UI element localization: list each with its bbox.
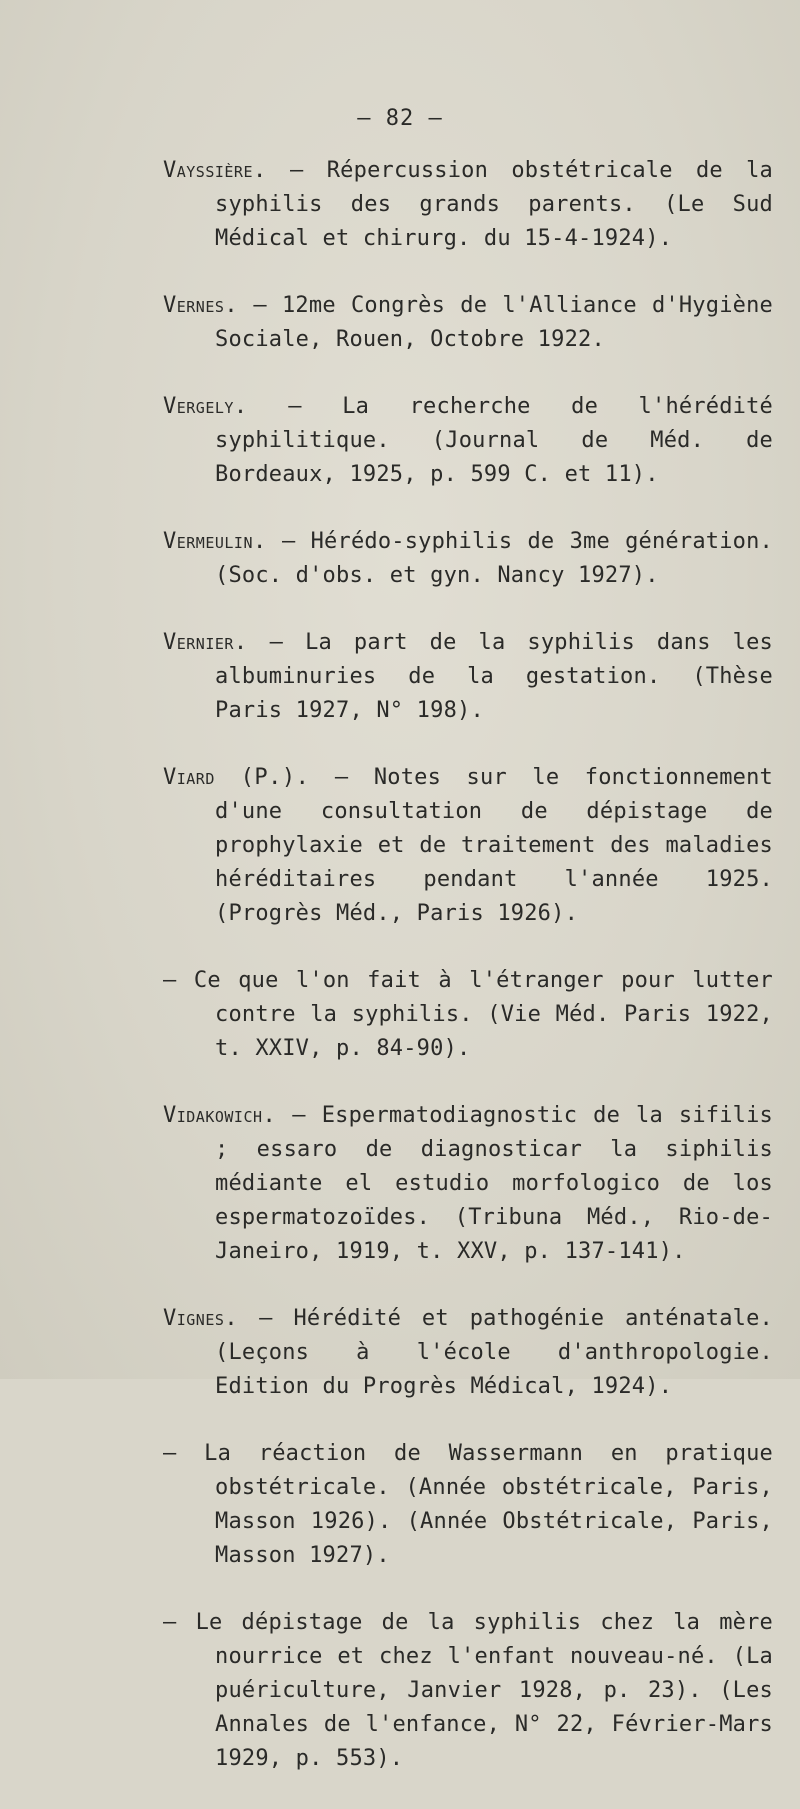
- entry-dash: —: [259, 1306, 273, 1331]
- entry-text: 12me Congrès de l'Alliance d'Hygiène Sociale, Rouen, Octobre 1922.: [215, 293, 773, 352]
- entry-dash: —: [334, 765, 349, 790]
- entry-author: Vergely.: [163, 394, 248, 419]
- entry-text: La réaction de Wassermann en pratique obstétricale. (Année obstétricale, Paris, Masson 1926). (Année Obstétricale, Paris, Masson 1927).: [204, 1441, 773, 1568]
- entry-text: Notes sur le fonctionnement d'une consultation de dépistage de prophylaxie et de traitement des maladies héréditaires pendant l'année 1925. (Progrès Méd., Paris 1926).: [215, 765, 773, 926]
- bibliography-entry: [163, 1437, 773, 1573]
- bibliography-entry: [163, 1302, 773, 1404]
- entry-text: La part de la syphilis dans les albuminuries de la gestation. (Thèse Paris 1927, N° 198).: [215, 630, 773, 723]
- bibliography-entry: [163, 964, 773, 1066]
- entry-author: Viard (P.).: [163, 765, 310, 790]
- entry-dash: —: [163, 968, 177, 993]
- bibliography-entry: [163, 626, 773, 728]
- entry-dash: —: [163, 1610, 177, 1635]
- entry-text: Le dépistage de la syphilis chez la mère nourrice et chez l'enfant nouveau-né. (La puériculture, Janvier 1928, p. 23). (Les Annales de l'enfance, N° 22, Février-Mars 1929, p. 553).: [195, 1610, 773, 1771]
- bibliography-entry: [163, 761, 773, 931]
- entry-text: Répercussion obstétricale de la syphilis des grands parents. (Le Sud Médical et chirurg. du 15-4-1924).: [215, 158, 773, 251]
- entry-dash: —: [292, 1103, 306, 1128]
- entry-text: Espermatodiagnostic de la sifilis ; essaro de diagnosticar la siphilis médiante el estudio morfologico de los espermatozoïdes. (Tribuna Méd., Rio-de-Janeiro, 1919, t. XXV, p. 137-141).: [215, 1103, 773, 1264]
- entry-dash: —: [290, 158, 304, 183]
- entry-dash: —: [253, 293, 267, 318]
- entry-text: La recherche de l'hérédité syphilitique. (Journal de Méd. de Bordeaux, 1925, p. 599 C. et 11).: [215, 394, 774, 487]
- bibliography-entry: [163, 1099, 773, 1269]
- bibliography-entry: [163, 390, 773, 492]
- bibliography-entry: [163, 525, 773, 593]
- page-number: — 82 —: [357, 106, 443, 131]
- entry-text: Ce que l'on fait à l'étranger pour lutter contre la syphilis. (Vie Méd. Paris 1922, t. XXIV, p. 84-90).: [193, 968, 774, 1061]
- entry-author: Vernier.: [163, 630, 248, 655]
- entry-dash: —: [288, 394, 302, 419]
- entry-dash: —: [163, 1441, 177, 1466]
- entry-author: Vidakowich.: [163, 1103, 277, 1128]
- bibliography-entry: [163, 154, 773, 256]
- entry-author: Vermeulin.: [163, 529, 267, 554]
- bibliography-list: [163, 154, 773, 1809]
- entry-author: Vernes.: [163, 293, 239, 318]
- entry-dash: —: [269, 630, 284, 655]
- bibliography-entry: [163, 1606, 773, 1776]
- entry-text: Hérédo-syphilis de 3me génération. (Soc. d'obs. et gyn. Nancy 1927).: [215, 529, 773, 588]
- entry-author: Vayssière.: [163, 158, 267, 183]
- entry-author: Vignes.: [163, 1306, 239, 1331]
- bibliography-entry: [163, 289, 773, 357]
- entry-dash: —: [281, 529, 296, 554]
- entry-text: Hérédité et pathogénie anténatale. (Leçons à l'école d'anthropologie. Edition du Progrès Médical, 1924).: [215, 1306, 773, 1399]
